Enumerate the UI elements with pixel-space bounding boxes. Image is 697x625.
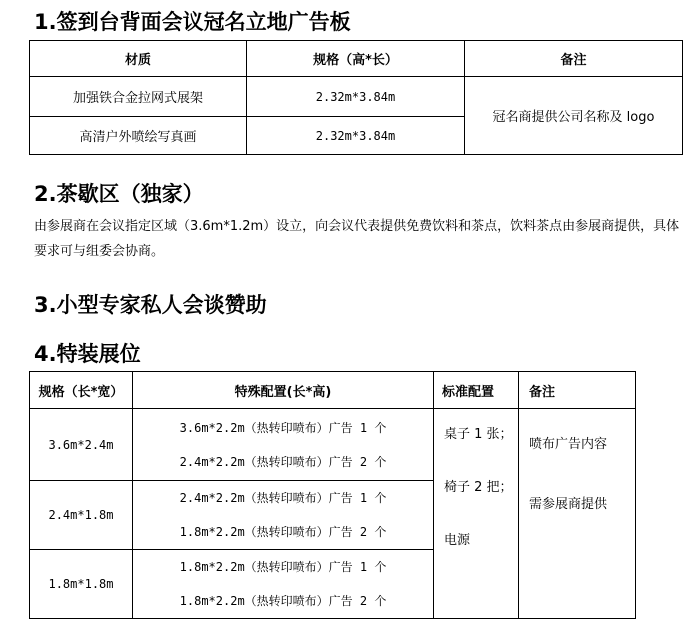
standard-item: 椅子 2 把； bbox=[444, 480, 513, 495]
sponsor-board-table bbox=[29, 40, 683, 155]
header-note: 备注 bbox=[465, 41, 683, 77]
material-cell: 加强铁合金拉网式展架 bbox=[30, 77, 247, 117]
size-cell: 1.8m*1.8m bbox=[30, 550, 133, 619]
table-row bbox=[30, 77, 683, 117]
section-2-heading: 2.茶歇区（独家） bbox=[34, 182, 204, 206]
size-cell: 3.6m*2.4m bbox=[30, 409, 133, 481]
table-row bbox=[30, 409, 636, 481]
header-size: 规格（长*宽） bbox=[30, 372, 133, 409]
config-cell bbox=[133, 550, 434, 619]
section-3-heading: 3.小型专家私人会谈赞助 bbox=[34, 293, 267, 317]
spec-cell: 2.32m*3.84m bbox=[247, 77, 465, 117]
standard-item: 桌子 1 张； bbox=[444, 427, 513, 442]
standard-config-cell bbox=[434, 409, 519, 619]
size-cell: 2.4m*1.8m bbox=[30, 481, 133, 550]
booth-table bbox=[29, 371, 636, 619]
table-header-row bbox=[30, 372, 636, 409]
config-line: 1.8m*2.2m（热转印喷布）广告 1 个 bbox=[179, 560, 387, 574]
section-4-heading: 4.特装展位 bbox=[34, 342, 141, 366]
header-standard-config: 标准配置 bbox=[434, 372, 519, 409]
config-line: 1.8m*2.2m（热转印喷布）广告 2 个 bbox=[179, 525, 387, 539]
material-cell: 高清户外喷绘写真画 bbox=[30, 117, 247, 155]
header-special-config: 特殊配置(长*高) bbox=[133, 372, 434, 409]
spec-cell: 2.32m*3.84m bbox=[247, 117, 465, 155]
table-header-row bbox=[30, 41, 683, 77]
note-line: 喷布广告内容 bbox=[529, 437, 608, 452]
note-cell bbox=[519, 409, 636, 619]
tea-break-paragraph: 由参展商在会议指定区域（3.6m*1.2m）设立，向会议代表提供免费饮料和茶点，饮料茶点由参展商提供，具体要求可与组委会协商。 bbox=[34, 219, 680, 259]
header-material: 材质 bbox=[30, 41, 247, 77]
note-line: 需参展商提供 bbox=[529, 497, 608, 512]
config-line: 2.4m*2.2m（热转印喷布）广告 1 个 bbox=[179, 491, 387, 505]
note-cell: 冠名商提供公司名称及 logo bbox=[465, 77, 683, 155]
standard-item: 电源 bbox=[444, 533, 471, 548]
config-line: 3.6m*2.2m（热转印喷布）广告 1 个 bbox=[179, 420, 387, 435]
config-line: 2.4m*2.2m（热转印喷布）广告 2 个 bbox=[179, 454, 387, 469]
header-note: 备注 bbox=[519, 372, 636, 409]
config-cell bbox=[133, 481, 434, 550]
section-1-heading: 1.签到台背面会议冠名立地广告板 bbox=[34, 10, 351, 34]
config-line: 1.8m*2.2m（热转印喷布）广告 2 个 bbox=[179, 594, 387, 608]
config-cell bbox=[133, 409, 434, 481]
header-spec: 规格（高*长） bbox=[247, 41, 465, 77]
